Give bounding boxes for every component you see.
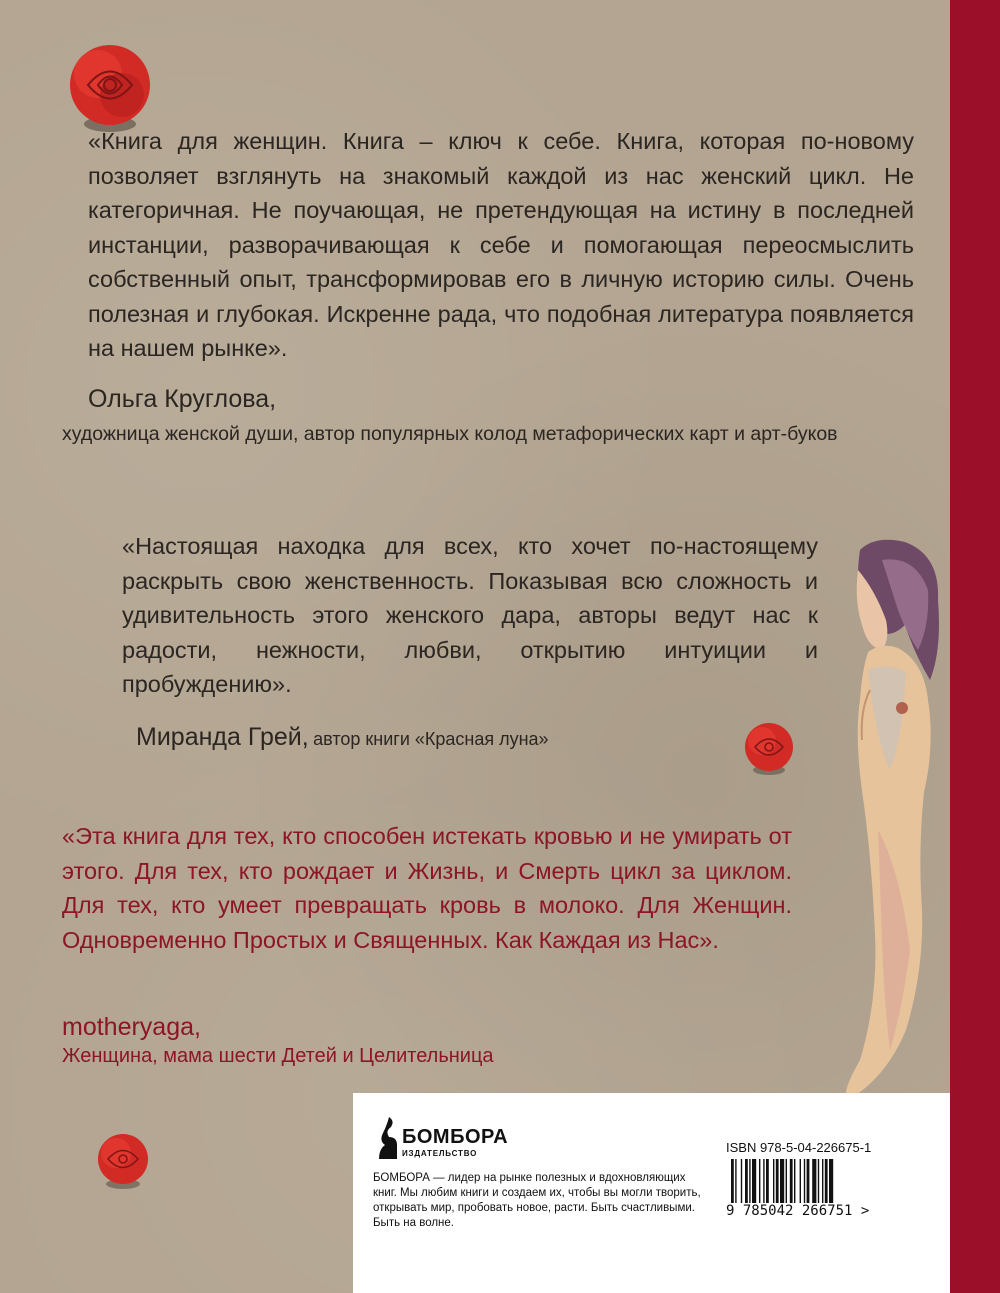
author-desc-olga: художница женской души, автор популярных колод метафорических карт и арт-буков xyxy=(62,423,838,445)
author-line-miranda xyxy=(136,723,549,752)
publisher-logo-name: БОМБОРА xyxy=(402,1126,509,1148)
bombora-wave-logo-icon xyxy=(375,1115,401,1163)
author-desc-miranda: автор книги «Красная луна» xyxy=(313,729,549,749)
publisher-description: БОМБОРА — лидер на рынке полезных и вдохновляющих книг. Мы любим книги и создаем их, чтобы вы могли творить, открывать мир, пробовать новое, расти. Быть счастливыми. Быть на волне. xyxy=(373,1172,701,1229)
rose-icon xyxy=(90,1130,156,1192)
barcode-graphic xyxy=(731,1159,891,1203)
rose-icon xyxy=(60,40,160,136)
author-desc-motheryaga: Женщина, мама шести Детей и Целительница xyxy=(62,1045,494,1067)
isbn-label: ISBN 978-5-04-226675-1 xyxy=(726,1140,872,1155)
publisher-info-panel xyxy=(353,1093,950,1293)
quote-motheryaga: «Эта книга для тех, кто способен истекать кровью и не умирать от этого. Для тех, кто рождает и Жизнь, и Смерть цикл за циклом. Для тех, кто умеет превращать кровь в молоко. Для Женщин. Одновременно Простых и Священных. Как Каждая из Нас». xyxy=(62,823,792,953)
woman-figure-illustration xyxy=(820,530,950,1110)
quote-miranda: «Настоящая находка для всех, кто хочет по-настоящему раскрыть свою женственность. Показывая всю сложность и удивительность этого женского дара, авторы ведут нас к радости, нежности, любви, открытию интуиции и пробуждению». xyxy=(122,533,818,697)
author-name-miranda: Миранда Грей, xyxy=(136,723,309,751)
author-name-motheryaga: motheryaga, xyxy=(62,1013,201,1041)
red-spine-strip xyxy=(950,0,1000,1293)
rose-icon xyxy=(738,720,800,778)
quote-olga: «Книга для женщин. Книга – ключ к себе. Книга, которая по-новому позволяет взглянуть на знакомый каждой из нас женский цикл. Не категоричная. Не поучающая, не претендующая на истину в последней инстанции, разворачивающая к себе и помогающая переосмыслить собственный опыт, трансформировав его в личную историю силы. Очень полезная и глубокая. Искренне рада, что подобная литература появляется на нашем рынке». xyxy=(88,128,914,361)
author-name-olga: Ольга Круглова, xyxy=(88,385,277,413)
barcode-digits: 9 785042 266751 > xyxy=(726,1203,870,1219)
publisher-logo-subtitle: ИЗДАТЕЛЬСТВО xyxy=(402,1149,478,1158)
